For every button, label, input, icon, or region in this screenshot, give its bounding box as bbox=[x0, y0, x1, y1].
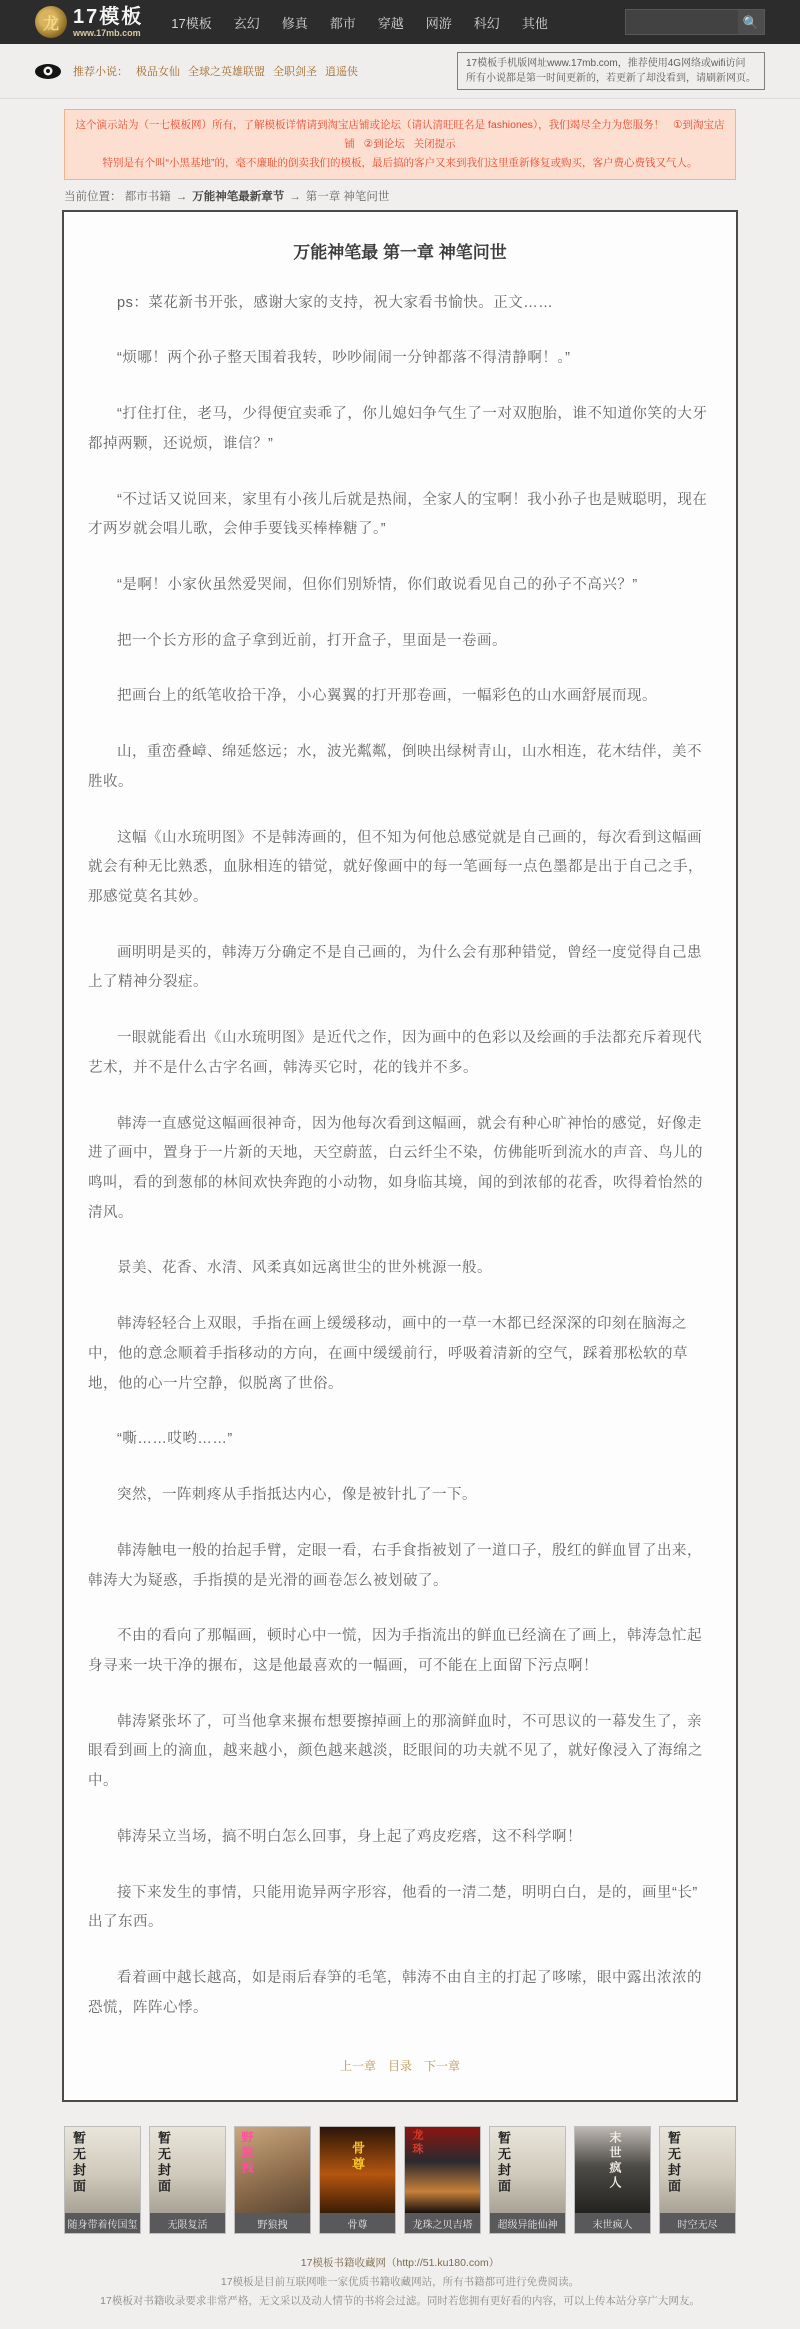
related-books-shelf bbox=[64, 2126, 736, 2234]
search-icon: 🔍 bbox=[742, 14, 760, 30]
notice-close-link[interactable]: 关闭提示 bbox=[413, 137, 456, 150]
mobile-info-box bbox=[457, 52, 765, 90]
recommend-link-2[interactable]: 全球之英雄联盟 bbox=[188, 66, 265, 78]
paragraph-7: 把画台上的纸笔收拾干净，小心翼翼的打开那卷画，一幅彩色的山水画舒展而现。 bbox=[117, 688, 657, 705]
nav-item-2[interactable]: 玄幻 bbox=[233, 15, 260, 31]
paragraph-3: “打住打住，老马，少得便宜卖乖了，你儿媳妇争气生了一对双胞胎，谁不知道你笑的大牙都掉两颗，还说烦，谁信？” bbox=[88, 406, 708, 452]
info-line-2: 所有小说都是第一时间更新的，若更新了却没看到，请刷新网页。 bbox=[466, 73, 756, 84]
paragraph-12: 韩涛一直感觉这幅画很神奇，因为他每次看到这幅画，就会有种心旷神怡的感觉，好像走进了画中，置身于一片新的天地，天空蔚蓝，白云纤尘不染，仿佛能听到流水的声音、鸟儿的鸣叫，看的到葱郁的林间欢快奔跑的小动物，如身临其境，闻的到浓郁的花香，吹得着怡然的清风。 bbox=[88, 1115, 703, 1221]
next-chapter-link[interactable]: 下一章 bbox=[424, 2059, 461, 2074]
logo-title: 17模板 bbox=[73, 5, 144, 28]
notice-line-1: 这个演示站为（一七模板网）所有，了解模板详情请到淘宝店铺或论坛（请认清旺旺名是 fashiones），我们竭尽全力为您服务！ bbox=[75, 119, 665, 131]
notice-link-forum[interactable]: ②到论坛 bbox=[363, 137, 405, 150]
book-cover-image bbox=[235, 2127, 310, 2213]
nav-item-4[interactable]: 都市 bbox=[329, 15, 356, 31]
paragraph-15: “嘶……哎哟……” bbox=[117, 1431, 233, 1448]
paragraph-13: 景美、花香、水清、风柔真如远离世尘的世外桃源一般。 bbox=[117, 1260, 492, 1277]
breadcrumb-separator: → bbox=[289, 190, 301, 203]
site-header bbox=[0, 0, 800, 44]
main-nav bbox=[171, 13, 625, 32]
book-cover-image bbox=[405, 2127, 480, 2213]
nav-item-3[interactable]: 修真 bbox=[281, 15, 308, 31]
paragraph-5: “是啊！小家伙虽然爱哭闹，但你们别矫情，你们敢说看见自己的孙子不高兴？” bbox=[117, 576, 638, 593]
book-cover-text: 暂无封面 bbox=[496, 2131, 511, 2196]
book-cover-image bbox=[660, 2127, 735, 2213]
paragraph-19: 韩涛紧张坏了，可当他拿来搌布想要擦掉画上的那滴鲜血时，不可思议的一幕发生了，亲眼看到画上的滴血，越来越小，颜色越来越淡，眨眼间的功夫就不见了，就好像浸入了海绵之中。 bbox=[88, 1713, 703, 1790]
footer-line-3: 17模板对书籍收录要求非常严格，无文采以及动人情节的书将会过滤。同时若您拥有更好看的内容，可以上传本站分享广大网友。 bbox=[100, 2295, 700, 2308]
book-cover-text: 暂无封面 bbox=[156, 2131, 171, 2196]
toc-link[interactable]: 目录 bbox=[387, 2059, 412, 2074]
paragraph-1: ps：菜花新书开张，感谢大家的支持，祝大家看书愉快。正文…… bbox=[117, 294, 554, 311]
breadcrumb-item-3[interactable]: 第一章 神笔问世 bbox=[305, 190, 390, 203]
book-card-8[interactable] bbox=[659, 2126, 736, 2234]
recommend-label: 推荐小说： bbox=[73, 66, 128, 78]
paragraph-20: 韩涛呆立当场，搞不明白怎么回事，身上起了鸡皮疙瘩，这不科学啊！ bbox=[117, 1828, 582, 1845]
book-card-4[interactable] bbox=[319, 2126, 396, 2234]
book-card-3[interactable] bbox=[234, 2126, 311, 2234]
paragraph-14: 韩涛轻轻合上双眼，手指在画上缓缓移动，画中的一草一木都已经深深的印刻在脑海之中，他的意念顺着手指移动的方向，在画中缓缓前行，呼吸着清新的空气，踩着那松软的草地，他的心一片空静，似脱离了世俗。 bbox=[88, 1316, 688, 1392]
breadcrumb-item-1[interactable]: 都市书籍 bbox=[124, 190, 171, 203]
logo-url: www.17mb.com bbox=[73, 27, 141, 38]
book-title: 随身带着传国玺 bbox=[65, 2213, 140, 2233]
book-cover-text: 骨尊 bbox=[350, 2141, 365, 2174]
book-cover-text: 暂无封面 bbox=[71, 2131, 86, 2196]
paragraph-8: 山，重峦叠嶂、绵延悠远；水，波光粼粼，倒映出绿树青山，山水相连，花木结伴，美不胜收。 bbox=[88, 744, 702, 790]
book-card-1[interactable] bbox=[64, 2126, 141, 2234]
paragraph-16: 突然，一阵刺疼从手指抵达内心，像是被针扎了一下。 bbox=[117, 1487, 477, 1504]
paragraph-17: 韩涛触电一般的抬起手臂，定眼一看，右手食指被划了一道口子，殷红的鲜血冒了出来，韩涛大为疑惑，手指摸的是光滑的画卷怎么被划破了。 bbox=[88, 1542, 702, 1589]
footer-line-1: 17模板书籍收藏网（http://51.ku180.com） bbox=[300, 2257, 500, 2270]
book-cover-text: 末世疯人 bbox=[608, 2131, 622, 2192]
book-cover-image bbox=[490, 2127, 565, 2213]
book-cover-text: 野狼拽 bbox=[240, 2131, 254, 2177]
chapter-body bbox=[88, 289, 712, 2024]
nav-item-6[interactable]: 网游 bbox=[425, 15, 452, 31]
search-box bbox=[625, 9, 765, 35]
paragraph-10: 画明明是买的，韩涛万分确定不是自己画的，为什么会有那种错觉，曾经一度觉得自己患上了精神分裂症。 bbox=[88, 944, 702, 991]
book-cover-image bbox=[320, 2127, 395, 2213]
eye-icon bbox=[35, 64, 61, 79]
book-cover-image bbox=[65, 2127, 140, 2213]
site-logo[interactable] bbox=[35, 6, 143, 38]
info-line-1: 17模板手机版网址www.17mb.com，推荐使用4G网络或wifi访问 bbox=[466, 58, 746, 69]
dragon-logo-icon: 龙 bbox=[35, 6, 67, 38]
book-card-2[interactable] bbox=[149, 2126, 226, 2234]
book-title: 龙珠之贝吉塔 bbox=[405, 2213, 480, 2233]
nav-item-7[interactable]: 科幻 bbox=[473, 15, 500, 31]
notice-link-taobao[interactable]: ①到淘宝店铺 bbox=[344, 119, 725, 150]
book-card-6[interactable] bbox=[489, 2126, 566, 2234]
book-cover-image bbox=[150, 2127, 225, 2213]
book-title: 无限复活 bbox=[150, 2213, 225, 2233]
breadcrumb-item-2[interactable]: 万能神笔最新章节 bbox=[192, 190, 285, 203]
book-cover-text: 暂无封面 bbox=[666, 2131, 681, 2196]
breadcrumb bbox=[64, 188, 736, 204]
site-footer bbox=[0, 2254, 800, 2311]
sub-header bbox=[0, 44, 800, 99]
book-card-7[interactable] bbox=[574, 2126, 651, 2234]
paragraph-4: “不过话又说回来，家里有小孩儿后就是热闹，全家人的宝啊！我小孙子也是贼聪明，现在才两岁就会唱儿歌，会伸手要钱买棒棒糖了。” bbox=[88, 491, 708, 538]
recommend-link-1[interactable]: 极品女仙 bbox=[136, 66, 180, 78]
paragraph-2: “烦哪！两个孙子整天围着我转，吵吵闹闹一分钟都落不得清静啊！。” bbox=[117, 350, 571, 367]
breadcrumb-label: 当前位置： bbox=[64, 190, 122, 203]
search-button[interactable] bbox=[738, 10, 764, 34]
prev-chapter-link[interactable]: 上一章 bbox=[339, 2059, 376, 2074]
book-cover-text: 龙珠 bbox=[411, 2129, 423, 2158]
book-title: 时空无尽 bbox=[660, 2213, 735, 2233]
book-cover-image bbox=[575, 2127, 650, 2213]
paragraph-21: 接下来发生的事情，只能用诡异两字形容，他看的一清二楚，明明白白，是的，画里“长”出了东西。 bbox=[88, 1884, 698, 1931]
notice-bar bbox=[64, 109, 736, 180]
paragraph-11: 一眼就能看出《山水琉明图》是近代之作，因为画中的色彩以及绘画的手法都充斥着现代艺术，并不是什么古字名画，韩涛买它时，花的钱并不多。 bbox=[88, 1030, 702, 1076]
paragraph-9: 这幅《山水琉明图》不是韩涛画的，但不知为何他总感觉就是自己画的，每次看到这幅画就会有种无比熟悉，血脉相连的错觉，就好像画中的每一笔画每一点色墨都是出于自己之手，那感觉莫名其妙。 bbox=[88, 829, 703, 906]
recommend-link-3[interactable]: 全职剑圣 bbox=[273, 66, 317, 78]
book-title: 末世疯人 bbox=[575, 2213, 650, 2233]
chapter-reader bbox=[62, 210, 738, 2103]
book-title: 野狼拽 bbox=[235, 2213, 310, 2233]
chapter-nav bbox=[88, 2057, 712, 2074]
breadcrumb-separator: → bbox=[175, 190, 188, 203]
paragraph-6: 把一个长方形的盒子拿到近前，打开盒子，里面是一卷画。 bbox=[117, 632, 507, 649]
nav-item-5[interactable]: 穿越 bbox=[377, 15, 404, 31]
search-input[interactable] bbox=[626, 10, 738, 34]
paragraph-18: 不由的看向了那幅画，顿时心中一慌，因为手指流出的鲜血已经滴在了画上，韩涛急忙起身寻来一块干净的搌布，这是他最喜欢的一幅画，可不能在上面留下污点啊！ bbox=[88, 1628, 702, 1674]
footer-line-2: 17模板是目前互联网唯一家优质书籍收藏网站，所有书籍都可进行免费阅读。 bbox=[220, 2276, 580, 2289]
notice-line-2: 特别是有个叫“小黑基地”的，毫不廉耻的倒卖我们的模板，最后搞的客户又来到我们这里重新修复或购买，客户费心费钱又气人。 bbox=[102, 156, 698, 169]
recommend-link-4[interactable]: 逍遥侠 bbox=[325, 66, 358, 78]
chapter-title: 万能神笔最 第一章 神笔问世 bbox=[293, 242, 507, 262]
paragraph-22: 看着画中越长越高，如是雨后春笋的毛笔，韩涛不由自主的打起了哆嗦，眼中露出浓浓的恐慌，阵阵心悸。 bbox=[88, 1969, 702, 2016]
nav-item-8[interactable]: 其他 bbox=[521, 15, 548, 31]
book-title: 超级异能仙神 bbox=[490, 2213, 565, 2233]
recommend-links bbox=[136, 63, 358, 79]
nav-item-1[interactable]: 17模板 bbox=[171, 15, 212, 31]
book-card-5[interactable] bbox=[404, 2126, 481, 2234]
book-title: 骨尊 bbox=[320, 2213, 395, 2233]
